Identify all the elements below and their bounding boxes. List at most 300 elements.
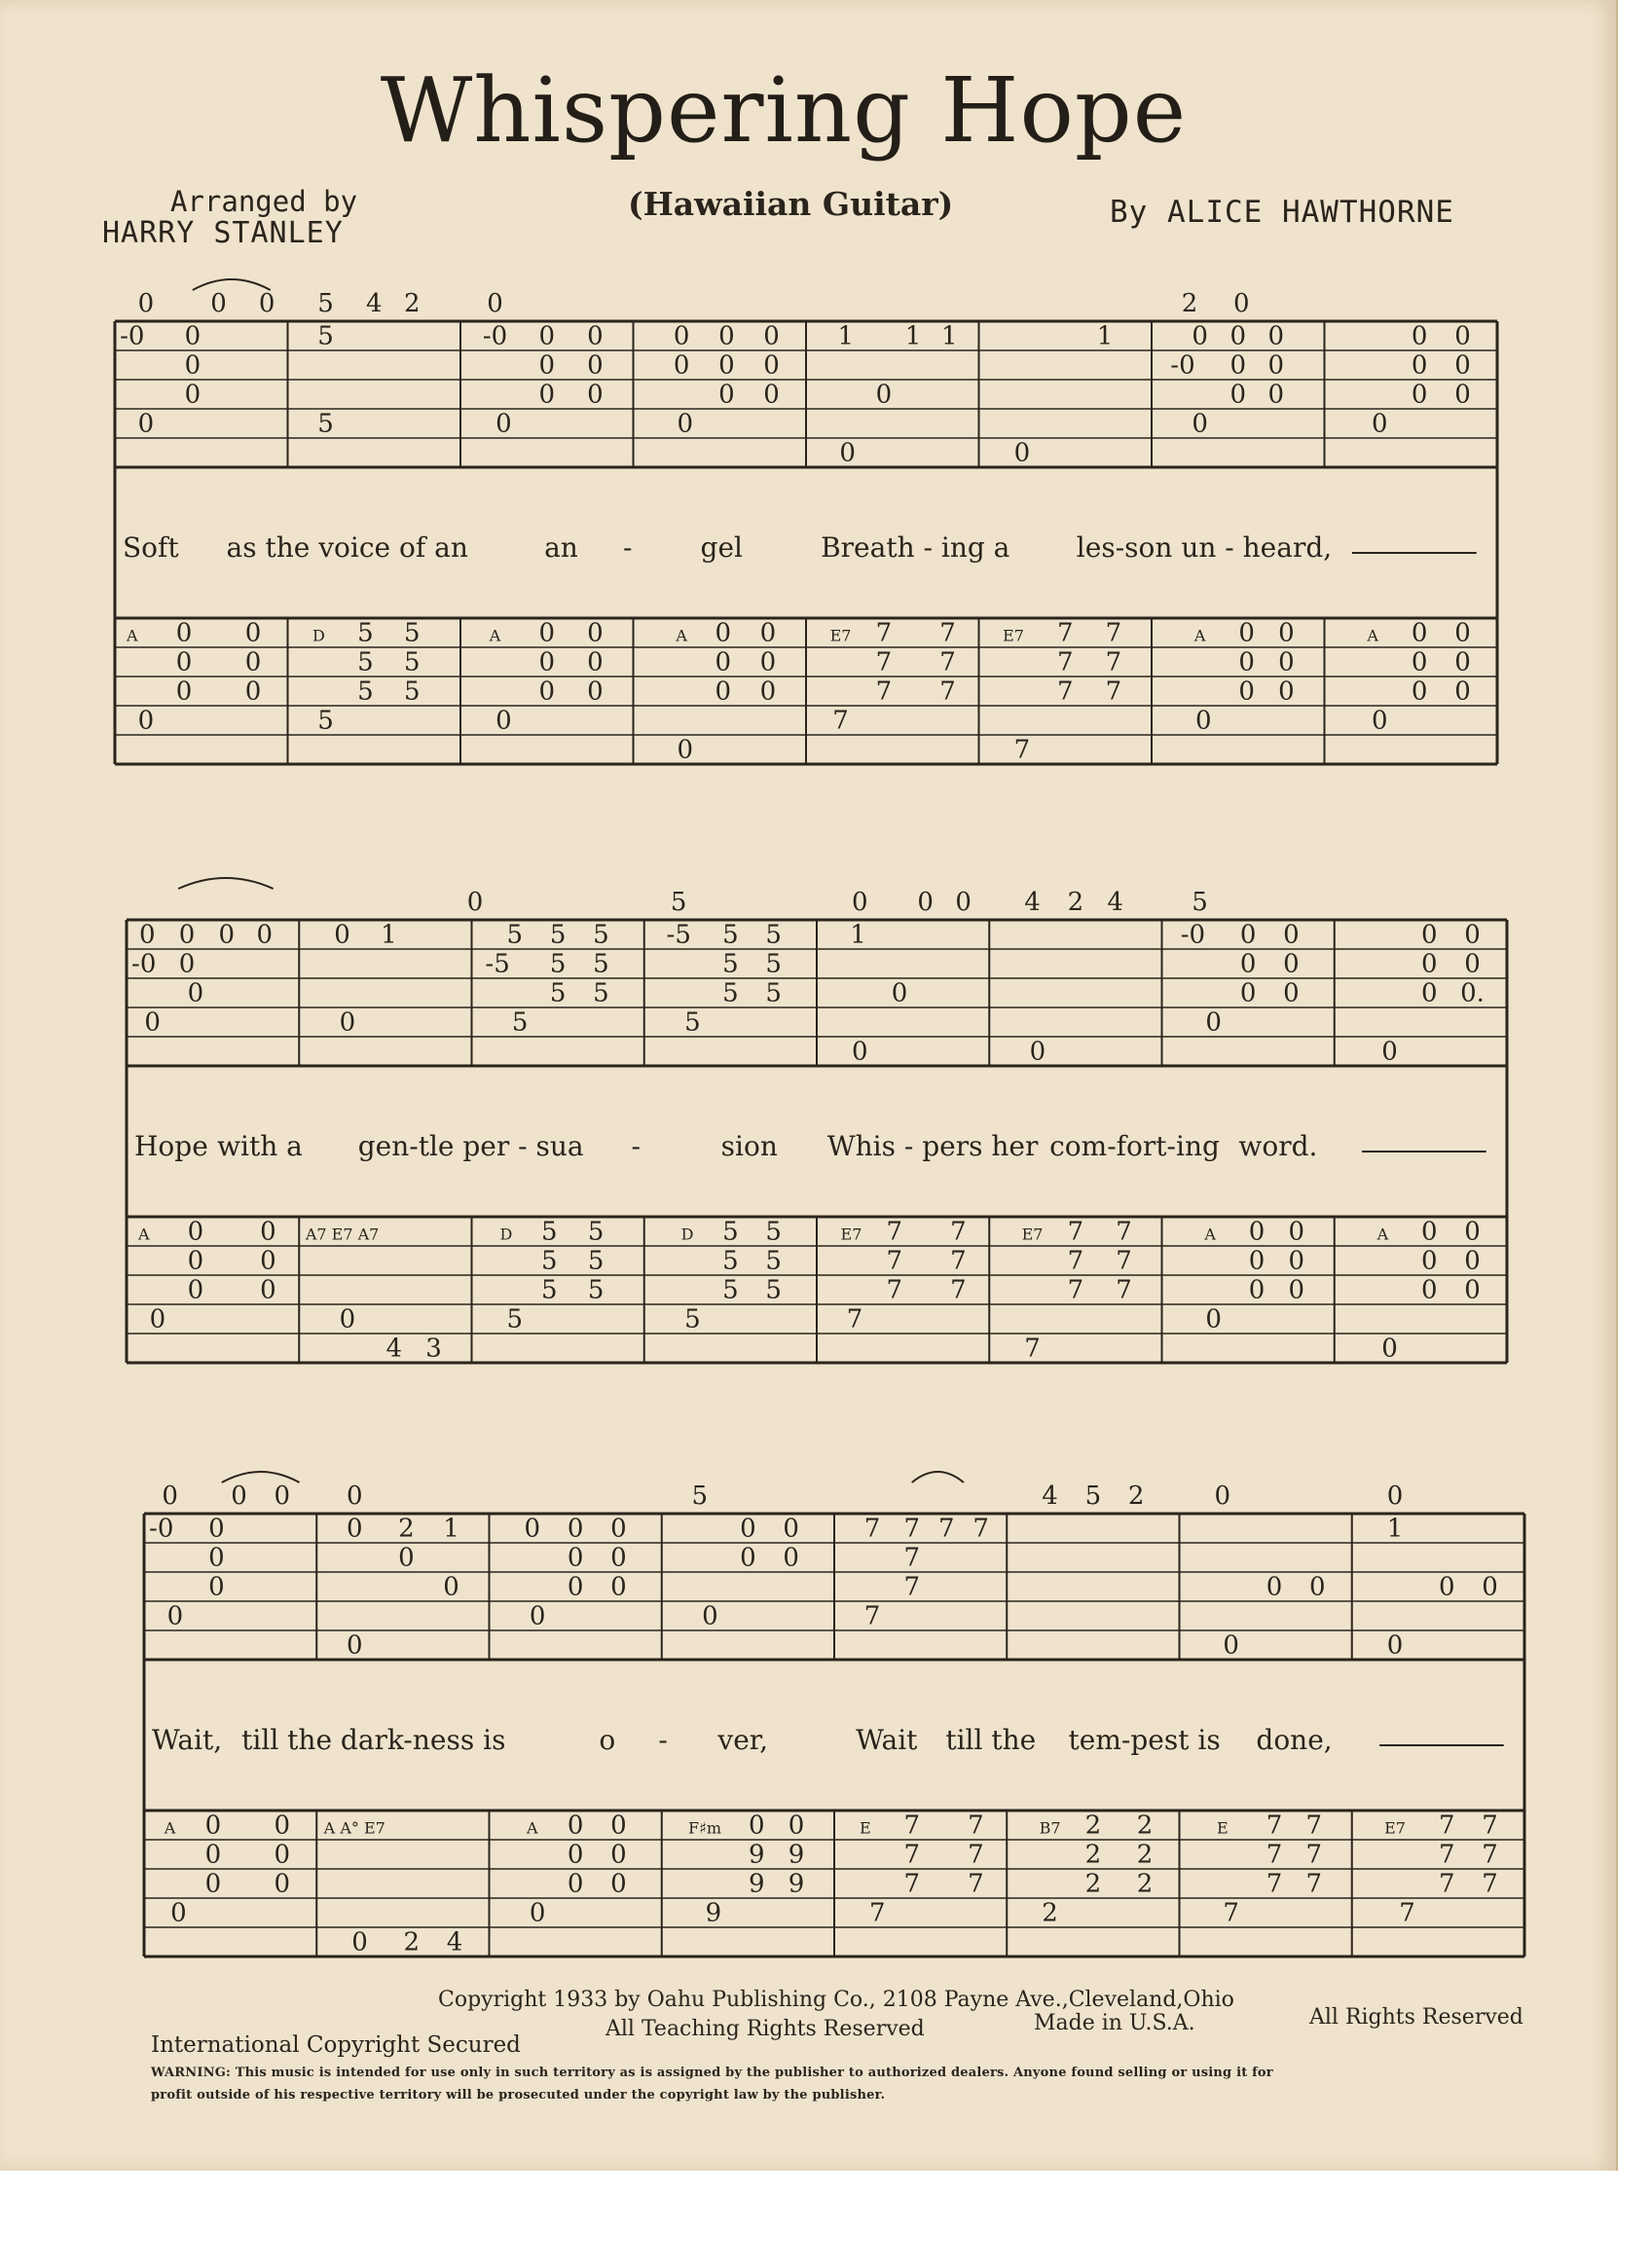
tab-note: 0: [1233, 289, 1250, 318]
chord-symbol: E: [860, 1818, 871, 1838]
tab-note: 0: [1372, 409, 1388, 439]
tab-note: 5: [317, 321, 334, 351]
tab-note: 0: [1229, 321, 1247, 351]
lyric-text: till the dark-ness is: [241, 1724, 506, 1756]
lyric-text: as the voice of an: [226, 531, 468, 564]
chord-symbol: A: [1376, 1225, 1389, 1244]
tab-note: 7: [950, 1217, 967, 1247]
tab-note: 9: [705, 1898, 722, 1928]
tab-note: 1: [904, 321, 922, 351]
tab-note: 0: [1386, 1630, 1404, 1661]
lyric-text: word.: [1238, 1130, 1318, 1162]
tab-note: 5: [587, 1275, 605, 1305]
tab-note: 0: [1411, 677, 1428, 707]
tab-note: 1: [1386, 1514, 1404, 1544]
tab-note: 7: [869, 1898, 886, 1928]
tab-note: 2: [403, 1927, 421, 1957]
tab-note: 0: [740, 1514, 756, 1544]
tab-note: 0: [1239, 920, 1257, 950]
tab-note: 5: [549, 978, 567, 1008]
tab-note: 0: [170, 1898, 187, 1928]
tab-note: 0: [339, 1007, 356, 1038]
tab-note: 9: [788, 1840, 805, 1870]
tab-note: 5: [722, 1217, 739, 1247]
tab-note: -0: [149, 1514, 174, 1544]
tab-note: 0: [1029, 1037, 1046, 1067]
tab-note: 7: [863, 1514, 881, 1544]
tab-note: 0: [852, 1037, 868, 1067]
tab-note: 0: [1013, 438, 1031, 468]
tab-note: 0: [260, 1246, 276, 1276]
tab-note: 7: [1067, 1275, 1084, 1305]
tab-note: 0: [1239, 949, 1257, 979]
tab-note: 2: [1084, 1869, 1102, 1899]
tab-note: 0: [763, 380, 780, 410]
tab-note: 0: [529, 1898, 546, 1928]
tab-note: 0: [702, 1601, 718, 1631]
tab-note: 4: [385, 1334, 403, 1364]
tab-note: 0: [1283, 978, 1300, 1008]
tab-note: 7: [863, 1601, 881, 1631]
tab-note: 5: [684, 1007, 701, 1038]
tab-note: 0: [204, 1811, 222, 1841]
tab-note: 0: [748, 1811, 765, 1841]
tab-note: 5: [506, 920, 524, 950]
tab-note: 2: [1181, 289, 1198, 318]
tab-note: 0: [137, 706, 155, 736]
tab-note: 0: [610, 1514, 627, 1544]
tab-note: 0: [955, 888, 972, 917]
tab-note: 0: [538, 321, 556, 351]
tab-note: 0: [1248, 1275, 1266, 1305]
tab-note: 1: [837, 321, 855, 351]
tab-note: 4: [446, 1927, 463, 1957]
tab-note: 0: [759, 677, 777, 707]
tab-note: 0: [274, 1811, 291, 1841]
tab-note: 0: [175, 618, 193, 648]
tab-note: 7: [939, 677, 956, 707]
tab-note: 5: [404, 677, 421, 707]
tab-note: 5: [511, 1007, 529, 1038]
subtitle: (Hawaiian Guitar): [628, 185, 954, 223]
tab-note: 7: [1305, 1811, 1323, 1841]
chord-symbol: D: [499, 1225, 513, 1244]
tab-note: 0: [1411, 618, 1428, 648]
tab-note: 0: [1464, 1246, 1481, 1276]
tab-note: 0: [587, 618, 604, 648]
tab-note: 0: [718, 350, 735, 381]
tab-note: 0: [208, 1543, 225, 1573]
tab-note: 0: [1288, 1217, 1305, 1247]
tab-note: 0: [1229, 350, 1247, 381]
made-in: Made in U.S.A.: [1034, 2011, 1195, 2035]
tab-note: 7: [903, 1869, 921, 1899]
tab-note: 0: [175, 677, 193, 707]
tab-note: 2: [1127, 1482, 1145, 1511]
tab-note: 0: [178, 949, 196, 979]
lyric-text: Whis - pers her: [826, 1130, 1039, 1162]
tab-note: 0: [1267, 380, 1285, 410]
chord-symbol: A A° E7: [323, 1818, 385, 1838]
tab-note: 5: [549, 949, 567, 979]
tab-note: 0: [891, 978, 908, 1008]
tab-note: 7: [1305, 1840, 1323, 1870]
lyric-text: an: [544, 531, 578, 564]
lyric-text: gen-tle per - sua: [357, 1130, 584, 1162]
tab-note: 0: [1288, 1246, 1305, 1276]
tab-note: 5: [593, 978, 609, 1008]
tab-note: 0: [1386, 1482, 1404, 1511]
tab-note: 7: [1056, 618, 1074, 648]
tab-note: 0: [495, 706, 512, 736]
tab-note: 7: [886, 1275, 903, 1305]
tab-note: 0: [175, 647, 193, 677]
tab-note: 0: [1381, 1037, 1398, 1067]
tab-note: 0: [740, 1543, 756, 1573]
warning-label: WARNING:: [151, 2066, 232, 2080]
tab-note: 0: [783, 1514, 799, 1544]
tab-note: 0: [718, 321, 735, 351]
tab-note: 0: [260, 1217, 276, 1247]
page-title: Whispering Hope: [380, 58, 1188, 163]
tab-note: 5: [670, 888, 687, 917]
tab-note: 0: [346, 1514, 363, 1544]
tab-note: 0: [538, 618, 556, 648]
tab-note: 0: [346, 1482, 363, 1511]
tab-note: 0: [1238, 618, 1255, 648]
chord-symbol: E7: [1384, 1818, 1406, 1838]
tab-note: 0: [1454, 380, 1471, 410]
tab-note: 5: [722, 978, 739, 1008]
tab-note: 0: [1267, 321, 1285, 351]
tab-note: 0: [1214, 1482, 1231, 1511]
tab-note: 3: [425, 1334, 442, 1364]
tab-note: 0: [1420, 978, 1438, 1008]
lyric-text: Breath - ing a: [821, 531, 1010, 564]
tab-note: 0: [208, 1572, 225, 1602]
tab-note: 7: [832, 706, 849, 736]
tab-note: 0: [1454, 350, 1471, 381]
tab-note: 2: [1067, 888, 1084, 917]
tab-note: 7: [903, 1543, 921, 1573]
tab-note: 5: [1084, 1482, 1102, 1511]
tab-note: 7: [1105, 677, 1122, 707]
tab-note: 0: [1464, 1275, 1481, 1305]
tab-note: 0: [715, 647, 732, 677]
tab-note: 0: [137, 409, 155, 439]
tab-note: 5: [765, 978, 782, 1008]
tab-note: 0: [260, 1275, 276, 1305]
tab-note: -0: [120, 321, 145, 351]
tab-note: 5: [317, 289, 334, 318]
tab-note: 0: [218, 920, 236, 950]
tab-note: 0: [673, 321, 690, 351]
tab-note: 0: [524, 1514, 541, 1544]
tab-note: 7: [1116, 1246, 1132, 1276]
lyric-text: o: [599, 1724, 616, 1756]
tab-note: 0: [673, 350, 690, 381]
tab-note: 0: [1454, 321, 1471, 351]
tab-note: 0: [210, 289, 227, 318]
tab-note: 0: [1239, 978, 1257, 1008]
tab-note: 0: [1229, 380, 1247, 410]
tab-note: 0: [1238, 647, 1255, 677]
tab-note: 2: [1084, 1840, 1102, 1870]
international-copyright: International Copyright Secured: [151, 2032, 521, 2058]
tab-note: 5: [722, 1246, 739, 1276]
tab-note: 4: [1107, 888, 1123, 917]
chord-symbol: A: [489, 626, 501, 645]
teaching-rights: All Teaching Rights Reserved: [605, 2017, 925, 2041]
tab-note: 7: [1305, 1869, 1323, 1899]
tab-note: 5: [684, 1304, 701, 1335]
tab-note: 0: [587, 350, 604, 381]
tab-note: 7: [1056, 677, 1074, 707]
tab-note: 0: [567, 1869, 584, 1899]
lyric-text: Hope: [134, 1130, 208, 1162]
tab-note: 0: [718, 380, 735, 410]
tab-note: 0: [1411, 647, 1428, 677]
tab-note: 0: [587, 647, 604, 677]
tab-note: 0: [529, 1601, 546, 1631]
chord-symbol: A: [527, 1818, 538, 1838]
tab-note: 2: [1084, 1811, 1102, 1841]
tab-note: 0: [1464, 1217, 1481, 1247]
lyric-text: Soft: [123, 531, 179, 564]
tab-note: 0: [1438, 1572, 1455, 1602]
tab-note: 7: [886, 1246, 903, 1276]
tab-note: 0: [466, 888, 484, 917]
tab-note: 0: [351, 1927, 368, 1957]
tab-note: 0: [166, 1601, 184, 1631]
tab-note: -5: [666, 920, 691, 950]
arranger-label: Arranged by: [170, 185, 358, 218]
lyric-text: Wait,: [152, 1724, 223, 1756]
tab-note: 7: [950, 1246, 967, 1276]
composer: By ALICE HAWTHORNE: [1110, 195, 1454, 230]
tab-note: 0: [759, 647, 777, 677]
tab-note: 0: [1420, 949, 1438, 979]
tab-note: 2: [398, 1514, 415, 1544]
tab-note: 0: [495, 409, 512, 439]
tab-note: 7: [903, 1572, 921, 1602]
tab-note: 5: [404, 647, 421, 677]
tab-note: 7: [903, 1840, 921, 1870]
tab-note: 7: [1266, 1840, 1283, 1870]
lyric-text: gel: [700, 531, 744, 564]
tab-note: 5: [765, 1275, 782, 1305]
tab-note: 0: [1420, 920, 1438, 950]
tab-note: -0: [1170, 350, 1195, 381]
tab-note: 2: [1136, 1869, 1154, 1899]
tab-note: 7: [972, 1514, 989, 1544]
tab-note: -0: [131, 949, 157, 979]
tab-note: 7: [968, 1840, 984, 1870]
tab-note: 5: [506, 1304, 524, 1335]
tab-note: 5: [765, 1246, 782, 1276]
tab-note: 7: [1116, 1217, 1132, 1247]
tab-note: 7: [950, 1275, 967, 1305]
chord-symbol: A: [1193, 626, 1206, 645]
tab-note: 2: [1136, 1840, 1154, 1870]
chord-symbol: A: [1204, 1225, 1216, 1244]
tab-note: 0: [1278, 677, 1295, 707]
tab-note: 0: [1267, 350, 1285, 381]
tab-note: 0: [1266, 1572, 1283, 1602]
tab-note: 0: [1238, 677, 1255, 707]
tab-note: 0: [538, 380, 556, 410]
tab-note: 0: [610, 1543, 627, 1573]
tab-note: 0: [244, 618, 262, 648]
tab-note: 2: [404, 289, 421, 318]
tab-note: 7: [1438, 1840, 1455, 1870]
tab-note: 2: [1136, 1811, 1154, 1841]
tab-note: 0: [187, 1217, 204, 1247]
tab-note: 0: [567, 1840, 584, 1870]
tab-system-1: [95, 263, 1517, 784]
tab-note: -5: [485, 949, 510, 979]
tab-note: 0: [1420, 1275, 1438, 1305]
tab-note: 5: [722, 1275, 739, 1305]
tab-note: 1: [941, 321, 958, 351]
tab-note: 5: [722, 949, 739, 979]
tab-note: 0: [1205, 1304, 1222, 1335]
tab-note: 0: [567, 1572, 584, 1602]
chord-symbol: B7: [1039, 1818, 1061, 1838]
warning-text-2: profit outside of his respective territory will be prosecuted under the copyright law by the publisher.: [151, 2088, 886, 2103]
tab-note: 5: [540, 1275, 558, 1305]
tab-system-2: [107, 861, 1526, 1382]
tab-note: 0: [339, 1304, 356, 1335]
tab-note: 0: [567, 1543, 584, 1573]
tab-note: 0: [788, 1811, 805, 1841]
tab-note: 4: [1042, 1482, 1058, 1511]
chord-symbol: A: [676, 626, 687, 645]
tab-note: 0: [334, 920, 350, 950]
chord-symbol: F♯m: [688, 1818, 722, 1838]
tab-note: 0: [1192, 409, 1208, 439]
tab-note: 0: [677, 735, 694, 765]
tab-note: 0: [1381, 1334, 1398, 1364]
tab-note: 1: [1096, 321, 1114, 351]
tab-note: 0: [487, 289, 503, 318]
tab-note: 0: [1420, 1217, 1438, 1247]
tab-note: 0: [1420, 1246, 1438, 1276]
tab-note: 0: [587, 380, 604, 410]
tab-note: 0: [274, 1869, 291, 1899]
lyric-text: with a: [217, 1130, 303, 1162]
lyric-text: -: [623, 531, 633, 564]
tab-note: 0: [144, 1007, 161, 1038]
tab-note: 7: [1223, 1898, 1239, 1928]
tab-note: 0: [763, 350, 780, 381]
tab-note: 0: [852, 888, 868, 917]
tab-note: 5: [691, 1482, 709, 1511]
tab-note: 0: [1454, 677, 1471, 707]
tab-note: 0: [1309, 1572, 1326, 1602]
lyric-text: till the: [945, 1724, 1037, 1756]
tab-note: 7: [1067, 1217, 1084, 1247]
copyright-line: Copyright 1933 by Oahu Publishing Co., 2108 Payne Ave.,Cleveland,Ohio: [438, 1988, 1234, 2012]
tab-note: 7: [1266, 1869, 1283, 1899]
tab-note: 7: [1399, 1898, 1415, 1928]
tab-note: 7: [875, 618, 893, 648]
tab-note: 5: [549, 920, 567, 950]
tab-note: 0: [1454, 647, 1471, 677]
tab-note: 0: [443, 1572, 459, 1602]
lyric-text: -: [658, 1724, 668, 1756]
lyric-text: ver,: [717, 1724, 768, 1756]
tab-note: 7: [1482, 1811, 1498, 1841]
tab-note: 0: [839, 438, 856, 468]
chord-symbol: A7 E7 A7: [305, 1225, 380, 1244]
tab-note: 0: [398, 1543, 415, 1573]
tab-note: 0: [917, 888, 934, 917]
tab-note: 2: [1042, 1898, 1058, 1928]
tab-note: 0: [208, 1514, 225, 1544]
lyric-text: -: [631, 1130, 641, 1162]
chord-symbol: A: [126, 626, 138, 645]
tab-note: 0: [715, 677, 732, 707]
tab-note: 0: [187, 1275, 204, 1305]
tab-note: 7: [875, 677, 893, 707]
tab-note: 7: [1438, 1811, 1455, 1841]
tab-note: 0: [1464, 949, 1481, 979]
tab-note: 0: [184, 321, 202, 351]
warning-text-1: This music is intended for use only in such territory as is assigned by the publisher to authorized dealers. Anyone found selling or using it for: [235, 2066, 1273, 2080]
tab-note: 0: [187, 1246, 204, 1276]
tab-note: 0: [1248, 1246, 1266, 1276]
tab-note: 0: [1482, 1572, 1498, 1602]
chord-symbol: E7: [829, 626, 852, 645]
tab-note: 0: [538, 647, 556, 677]
tab-note: 0: [759, 618, 777, 648]
tab-note: 0: [346, 1630, 363, 1661]
tab-note: 0: [184, 350, 202, 381]
tab-note: 0: [587, 321, 604, 351]
tab-note: 0: [138, 920, 156, 950]
tab-note: 0: [1223, 1630, 1239, 1661]
tab-note: 7: [1013, 735, 1031, 765]
tab-note: 5: [593, 949, 609, 979]
tab-note: 5: [357, 677, 374, 707]
tab-note: 7: [903, 1811, 921, 1841]
tab-note: 5: [587, 1246, 605, 1276]
lyric-text: sion: [720, 1130, 778, 1162]
tab-note: 0: [187, 978, 204, 1008]
tab-note: 1: [443, 1514, 459, 1544]
tab-note: 0: [274, 1482, 291, 1511]
tab-note: 7: [939, 618, 956, 648]
tab-note: 7: [886, 1217, 903, 1247]
tab-note: 0: [1278, 647, 1295, 677]
tab-note: 0: [204, 1869, 222, 1899]
tab-note: 0: [1454, 618, 1471, 648]
tab-note: 7: [968, 1811, 984, 1841]
chord-symbol: A: [1367, 626, 1378, 645]
tab-note: 0: [677, 409, 694, 439]
tab-note: 0: [244, 677, 262, 707]
tab-note: 7: [1482, 1840, 1498, 1870]
slur-mark: [912, 1472, 964, 1482]
tab-note: 7: [968, 1869, 984, 1899]
tab-note: 0: [137, 289, 155, 318]
tab-note: 0: [1278, 618, 1295, 648]
tab-note: 0: [1283, 920, 1300, 950]
tab-note: 0: [1283, 949, 1300, 979]
tab-note: 9: [748, 1840, 765, 1870]
tab-note: 0: [567, 1514, 584, 1544]
